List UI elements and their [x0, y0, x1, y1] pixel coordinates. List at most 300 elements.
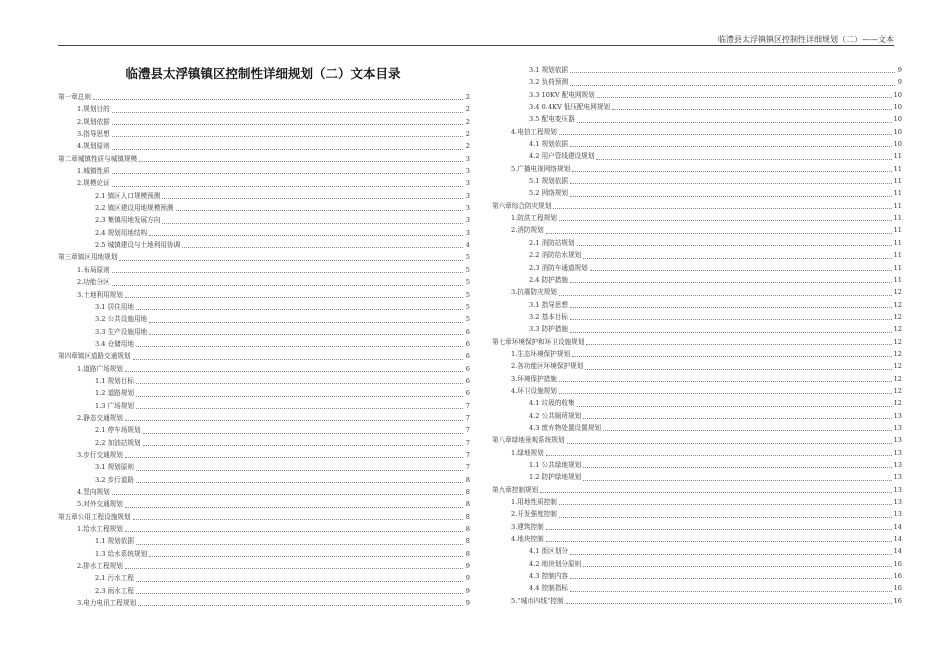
toc-dot-leader — [572, 171, 892, 172]
toc-entry[interactable] — [58, 400, 470, 412]
toc-dot-leader — [559, 381, 892, 382]
toc-entry[interactable] — [492, 434, 902, 446]
toc-entry[interactable] — [58, 251, 470, 263]
toc-dot-leader — [570, 578, 892, 579]
toc-entry-page-number: 13 — [893, 411, 902, 420]
toc-entry[interactable] — [492, 64, 902, 76]
toc-entry-label: 1.1 规划依据 — [95, 537, 134, 546]
toc-entry-label: 1.布局原则 — [77, 265, 110, 274]
toc-entry-label: 4.规划原则 — [77, 142, 110, 151]
toc-entry[interactable] — [58, 511, 470, 523]
toc-entry[interactable] — [58, 523, 470, 535]
toc-entry-page-number: 7 — [465, 463, 470, 472]
toc-entry-label: 4.1 街区划分 — [529, 547, 568, 556]
toc-dot-leader — [546, 233, 892, 234]
toc-entry-page-number: 13 — [893, 498, 902, 507]
toc-entry[interactable] — [492, 126, 902, 138]
toc-entry-page-number: 3 — [465, 228, 470, 237]
toc-entry-page-number: 11 — [893, 226, 902, 235]
toc-dot-leader — [570, 319, 892, 320]
toc-entry[interactable] — [58, 350, 470, 362]
toc-entry-label: 第七章环境保护和环卫设施规划 — [492, 337, 585, 346]
toc-dot-leader — [570, 554, 892, 555]
toc-dot-leader — [570, 307, 892, 308]
toc-entry-page-number: 10 — [893, 127, 902, 136]
toc-entry-page-number: 13 — [893, 423, 902, 432]
toc-entry-page-number: 8 — [465, 500, 470, 509]
toc-entry-label: 4.环卫设施规划 — [511, 386, 557, 395]
toc-dot-leader — [112, 124, 463, 125]
toc-entry-page-number: 7 — [465, 413, 470, 422]
toc-entry[interactable] — [58, 239, 470, 251]
toc-entry[interactable] — [58, 227, 470, 239]
toc-entry[interactable] — [492, 496, 902, 508]
toc-entry-page-number: 2 — [465, 93, 470, 101]
toc-entry-page-number: 8 — [465, 549, 470, 558]
toc-dot-leader — [570, 282, 892, 283]
toc-entry[interactable] — [58, 585, 470, 597]
toc-dot-leader — [149, 322, 463, 323]
toc-entry-label: 3.环境保护措施 — [511, 374, 557, 383]
toc-entry[interactable] — [492, 200, 902, 212]
toc-entry-label: 3.电力电讯工程规划 — [77, 599, 137, 608]
toc-entry-page-number: 6 — [465, 376, 470, 385]
toc-dot-leader — [112, 136, 463, 137]
toc-entry-page-number: 11 — [893, 152, 902, 161]
toc-entry[interactable] — [492, 471, 902, 483]
toc-entry-label: 3.3 生产设施用地 — [95, 327, 148, 336]
toc-entry-label: 3.3 防护措施 — [529, 325, 568, 334]
toc-entry-page-number: 6 — [465, 389, 470, 398]
toc-entry[interactable] — [58, 535, 470, 547]
toc-entry-page-number: 3 — [465, 191, 470, 200]
toc-entry-label: 3.4 0.4KV 低压配电网规划 — [529, 103, 611, 112]
toc-entry-label: 4.1 垃圾的收集 — [529, 399, 575, 408]
toc-entry[interactable] — [58, 387, 470, 399]
toc-entry-page-number: 16 — [893, 572, 902, 581]
toc-dot-leader — [143, 445, 463, 446]
toc-entry-label: 2.开发强度控制 — [511, 510, 557, 519]
toc-entry-label: 1.1 公共绿地规划 — [529, 461, 582, 469]
toc-dot-leader — [583, 258, 891, 259]
toc-entry-label: 2.5 城镇建设与土地利用协调 — [95, 241, 181, 250]
toc-dot-leader — [136, 593, 463, 594]
toc-entry[interactable] — [58, 424, 470, 436]
toc-entry-label: 1.防洪工程规划 — [511, 214, 557, 223]
toc-entry[interactable] — [492, 533, 902, 545]
toc-dot-leader — [176, 210, 463, 211]
toc-entry-page-number: 11 — [893, 201, 902, 210]
toc-entry[interactable] — [492, 89, 902, 101]
toc-entry-label: 2.规划依据 — [77, 117, 110, 126]
toc-entry-label: 2.3 集镇用地发展方向 — [95, 216, 161, 225]
toc-entry-label: 2.1 停车场规划 — [95, 426, 141, 435]
toc-dot-leader — [585, 369, 891, 370]
toc-entry[interactable] — [492, 138, 902, 150]
toc-entry[interactable] — [58, 326, 470, 338]
toc-entry[interactable] — [492, 508, 902, 520]
toc-entry-page-number: 12 — [893, 312, 902, 321]
toc-dot-leader — [136, 346, 463, 347]
header-divider — [58, 45, 894, 46]
toc-dot-leader — [139, 161, 463, 162]
toc-entry[interactable] — [492, 163, 902, 175]
toc-entry-label: 1.城镇性质 — [77, 167, 110, 176]
toc-entry-page-number: 11 — [893, 177, 902, 186]
toc-entry-page-number: 16 — [893, 596, 902, 605]
toc-dot-leader — [125, 371, 463, 372]
toc-entry[interactable] — [492, 76, 902, 88]
toc-entry-label: 3.建筑控制 — [511, 522, 544, 531]
toc-entry[interactable] — [492, 274, 902, 286]
toc-entry[interactable] — [492, 521, 902, 533]
toc-entry-page-number: 9 — [465, 586, 470, 595]
toc-entry-label: 3.步行交通规划 — [77, 450, 123, 459]
toc-dot-leader — [125, 297, 463, 298]
toc-entry-page-number: 5 — [465, 290, 470, 299]
toc-entry[interactable] — [58, 313, 470, 325]
toc-entry-label: 4.2 地块划分原则 — [529, 559, 582, 568]
toc-entry[interactable] — [58, 202, 470, 214]
toc-entry[interactable] — [492, 348, 902, 360]
toc-entry-label: 3.抗震防灾规划 — [511, 288, 557, 297]
toc-entry-label: 2.排水工程规划 — [77, 562, 123, 571]
toc-entry[interactable] — [58, 474, 470, 486]
toc-entry[interactable] — [492, 373, 902, 385]
toc-entry[interactable] — [492, 558, 902, 570]
toc-dot-leader — [546, 541, 892, 542]
toc-entry[interactable] — [58, 165, 470, 177]
toc-dot-leader — [570, 183, 892, 184]
toc-entry-page-number: 11 — [893, 238, 902, 247]
toc-entry-label: 2.4 规划用地结构 — [95, 228, 148, 237]
toc-dot-leader — [570, 591, 892, 592]
toc-entry[interactable] — [58, 597, 470, 609]
toc-entry-page-number: 12 — [893, 374, 902, 383]
toc-entry[interactable] — [492, 447, 902, 459]
toc-entry-page-number: 6 — [465, 339, 470, 348]
toc-entry-page-number: 7 — [465, 426, 470, 435]
toc-dot-leader — [149, 334, 463, 335]
toc-entry[interactable] — [492, 237, 902, 249]
toc-entry[interactable] — [492, 385, 902, 397]
toc-entry-page-number: 12 — [893, 349, 902, 358]
toc-entry-page-number: 13 — [893, 510, 902, 519]
toc-entry-label: 2.2 镇区建设用地规模预测 — [95, 204, 174, 213]
toc-entry[interactable] — [58, 103, 470, 115]
toc-entry[interactable] — [492, 582, 902, 594]
toc-entry-page-number: 12 — [893, 337, 902, 346]
toc-dot-leader — [570, 196, 892, 197]
toc-entry[interactable] — [58, 289, 470, 301]
toc-entry-label: 3.2 基本目标 — [529, 312, 568, 321]
toc-entry-label: 2.3 雨水工程 — [95, 586, 134, 595]
toc-dot-leader — [559, 517, 892, 518]
toc-entry-label: 4.4 控制指标 — [529, 584, 568, 593]
toc-entry-page-number: 13 — [893, 461, 902, 469]
toc-entry[interactable] — [492, 249, 902, 261]
toc-dot-leader — [559, 393, 892, 394]
toc-entry[interactable] — [58, 412, 470, 424]
toc-dot-leader — [590, 270, 892, 271]
toc-entry-label: 2.3 消防车通道规划 — [529, 263, 588, 272]
toc-entry[interactable] — [58, 153, 470, 165]
toc-dot-leader — [112, 149, 463, 150]
toc-entry[interactable] — [58, 572, 470, 584]
toc-entry-label: 4.3 废弃物处置设置规划 — [529, 423, 601, 432]
toc-entry[interactable] — [58, 338, 470, 350]
toc-entry-page-number: 12 — [893, 386, 902, 395]
toc-entry-label: 第三章镇区用地规划 — [58, 253, 118, 262]
toc-entry-label: 1.2 道路规划 — [95, 389, 134, 398]
toc-dot-leader — [597, 97, 892, 98]
toc-entry-page-number: 16 — [893, 559, 902, 568]
toc-entry-page-number: 9 — [465, 574, 470, 583]
toc-entry-page-number: 5 — [465, 302, 470, 311]
toc-entry-label: 2.1 镇区人口规模预测 — [95, 191, 161, 200]
toc-entry-label: 3.4 仓储用地 — [95, 339, 134, 348]
toc-entry-page-number: 2 — [465, 142, 470, 151]
toc-entry[interactable] — [58, 91, 470, 103]
toc-entry-page-number: 10 — [893, 140, 902, 149]
toc-entry-label: 4.2 用户管线建设规划 — [529, 152, 595, 161]
toc-entry[interactable] — [492, 397, 902, 409]
toc-entry[interactable] — [492, 545, 902, 557]
toc-entry-label: 3.3 10KV 配电网规划 — [529, 90, 595, 99]
toc-dot-leader — [133, 519, 463, 520]
toc-entry[interactable] — [492, 422, 902, 434]
toc-dot-leader — [138, 605, 463, 606]
toc-dot-leader — [559, 295, 892, 296]
toc-entry-label: 1.用地性质控制 — [511, 498, 557, 507]
toc-entry-label: 4.竖向规划 — [77, 488, 110, 496]
toc-entry[interactable] — [492, 187, 902, 199]
toc-entry[interactable] — [58, 177, 470, 189]
toc-dot-leader — [136, 383, 463, 384]
toc-entry[interactable] — [492, 570, 902, 582]
toc-dot-leader — [577, 122, 892, 123]
toc-entry-page-number: 12 — [893, 300, 902, 309]
toc-entry-label: 5.1 规划依据 — [529, 177, 568, 186]
toc-entry-label: 1.道路广场规划 — [77, 364, 123, 373]
toc-entry-page-number: 2 — [465, 117, 470, 126]
toc-entry-page-number: 5 — [465, 315, 470, 324]
toc-entry-page-number: 10 — [893, 115, 902, 124]
toc-entry-page-number: 9 — [465, 599, 470, 608]
toc-entry-label: 第八章绿地景观系统规划 — [492, 436, 565, 445]
toc-entry[interactable] — [58, 560, 470, 572]
toc-entry-label: 3.2 步行道路 — [95, 475, 134, 484]
toc-entry-page-number: 4 — [465, 241, 470, 250]
toc-dot-leader — [567, 443, 892, 444]
toc-dot-leader — [136, 482, 463, 483]
toc-entry-label: 5.“城市四线”控制 — [511, 596, 564, 605]
toc-entry-label: 1.生态环境保护规划 — [511, 349, 571, 358]
toc-title: 临澧县太浮镇镇区控制性详细规划（二）文本目录 — [125, 66, 401, 81]
toc-entry[interactable] — [492, 410, 902, 422]
toc-entry[interactable] — [58, 301, 470, 313]
toc-entry-label: 1.3 广场规划 — [95, 401, 134, 410]
toc-dot-leader — [596, 159, 891, 160]
toc-dot-leader — [162, 223, 463, 224]
toc-entry-page-number: 3 — [465, 154, 470, 163]
toc-entry[interactable] — [492, 360, 902, 372]
toc-entry-page-number: 5 — [465, 253, 470, 262]
toc-entry[interactable] — [492, 113, 902, 125]
toc-entry-page-number: 11 — [893, 263, 902, 272]
toc-dot-leader — [577, 245, 892, 246]
toc-entry-page-number: 8 — [465, 488, 470, 496]
toc-dot-leader — [570, 85, 895, 86]
toc-entry-label: 2.静态交通规划 — [77, 413, 123, 422]
toc-entry-page-number: 3 — [465, 216, 470, 225]
toc-entry-page-number: 8 — [465, 537, 470, 546]
toc-entry-page-number: 14 — [893, 547, 902, 556]
toc-dot-leader — [125, 457, 463, 458]
toc-entry-page-number: 13 — [893, 436, 902, 445]
toc-left-column — [58, 91, 470, 609]
toc-entry-page-number: 16 — [893, 584, 902, 593]
toc-right-column — [492, 64, 902, 607]
toc-entry-label: 第四章镇区道路交通规划 — [58, 352, 131, 361]
toc-dot-leader — [182, 247, 463, 248]
toc-entry[interactable] — [58, 498, 470, 510]
toc-dot-leader — [112, 186, 463, 187]
toc-entry-label: 1.规划目的 — [77, 105, 110, 114]
toc-entry[interactable] — [492, 262, 902, 274]
toc-entry-page-number: 14 — [893, 535, 902, 544]
toc-entry-label: 3.1 规划依据 — [529, 66, 568, 74]
toc-entry[interactable] — [492, 150, 902, 162]
toc-entry-page-number: 9 — [897, 66, 902, 74]
toc-entry[interactable] — [492, 101, 902, 113]
toc-entry[interactable] — [492, 336, 902, 348]
toc-entry-label: 4.2 公共厕所规划 — [529, 411, 582, 420]
toc-dot-leader — [603, 430, 892, 431]
toc-dot-leader — [546, 529, 892, 530]
toc-entry-page-number: 11 — [893, 214, 902, 223]
toc-dot-leader — [572, 356, 892, 357]
toc-entry[interactable] — [492, 224, 902, 236]
toc-entry[interactable] — [58, 264, 470, 276]
toc-entry[interactable] — [492, 595, 902, 607]
toc-entry[interactable] — [58, 276, 470, 288]
toc-entry-label: 1.绿地规划 — [511, 448, 544, 457]
toc-entry[interactable] — [58, 437, 470, 449]
toc-dot-leader — [583, 480, 891, 481]
toc-entry[interactable] — [58, 140, 470, 152]
toc-entry-page-number: 12 — [893, 362, 902, 371]
toc-entry[interactable] — [492, 286, 902, 298]
toc-entry[interactable] — [58, 486, 470, 498]
toc-dot-leader — [162, 198, 463, 199]
toc-entry-page-number: 7 — [465, 450, 470, 459]
toc-entry-page-number: 8 — [465, 475, 470, 484]
toc-dot-leader — [136, 544, 463, 545]
toc-entry-label: 第二章城镇性质与城镇规模 — [58, 154, 138, 163]
toc-entry[interactable] — [492, 175, 902, 187]
toc-entry[interactable] — [58, 363, 470, 375]
toc-dot-leader — [149, 235, 463, 236]
toc-dot-leader — [570, 72, 895, 73]
toc-entry[interactable] — [58, 214, 470, 226]
toc-entry-label: 2.消防规划 — [511, 226, 544, 235]
toc-entry-label: 第六章综合防灾规划 — [492, 201, 552, 210]
toc-entry[interactable] — [492, 484, 902, 496]
toc-dot-leader — [125, 568, 463, 569]
toc-dot-leader — [125, 420, 463, 421]
toc-dot-leader — [583, 566, 891, 567]
toc-dot-leader — [125, 507, 463, 508]
toc-dot-leader — [136, 309, 463, 310]
toc-entry[interactable] — [492, 323, 902, 335]
toc-entry-label: 5.2 网络规划 — [529, 189, 568, 198]
toc-dot-leader — [136, 470, 463, 471]
toc-entry-label: 3.土地利用规划 — [77, 290, 123, 299]
toc-entry-page-number: 10 — [893, 90, 902, 99]
toc-entry-label: 第一章总则 — [58, 93, 91, 101]
toc-entry[interactable] — [58, 449, 470, 461]
toc-dot-leader — [112, 272, 463, 273]
toc-entry-label: 2.规模论证 — [77, 179, 110, 188]
toc-entry-label: 2.各功能区环境保护规划 — [511, 362, 584, 371]
toc-entry-label: 2.1 消防站规划 — [529, 238, 575, 247]
toc-entry-label: 3.2 负荷预测 — [529, 78, 568, 87]
toc-entry-page-number: 6 — [465, 364, 470, 373]
toc-entry-page-number: 2 — [465, 105, 470, 114]
toc-entry[interactable] — [58, 128, 470, 140]
toc-entry-label: 4.电信工程规划 — [511, 127, 557, 136]
toc-dot-leader — [136, 581, 463, 582]
toc-entry[interactable] — [492, 311, 902, 323]
toc-entry[interactable] — [58, 461, 470, 473]
toc-entry-page-number: 5 — [465, 278, 470, 287]
toc-entry-label: 3.指导思想 — [77, 130, 110, 139]
toc-entry[interactable] — [58, 116, 470, 128]
toc-dot-leader — [136, 408, 463, 409]
toc-dot-leader — [553, 208, 891, 209]
toc-entry-page-number: 6 — [465, 352, 470, 361]
toc-dot-leader — [540, 492, 891, 493]
toc-dot-leader — [112, 285, 463, 286]
toc-dot-leader — [612, 109, 892, 110]
toc-entry[interactable] — [58, 548, 470, 560]
toc-entry[interactable] — [58, 190, 470, 202]
toc-entry[interactable] — [492, 459, 902, 471]
toc-entry-label: 2.4 防护措施 — [529, 275, 568, 284]
toc-entry-label: 1.给水工程规划 — [77, 525, 123, 534]
toc-entry-label: 1.2 防护绿地规划 — [529, 473, 582, 482]
toc-entry-label: 4.地块控制 — [511, 535, 544, 544]
toc-dot-leader — [136, 396, 463, 397]
toc-dot-leader — [559, 134, 892, 135]
toc-entry-page-number: 13 — [893, 448, 902, 457]
toc-dot-leader — [559, 504, 892, 505]
toc-entry-label: 4.3 控制内容 — [529, 572, 568, 581]
toc-entry-page-number: 5 — [465, 265, 470, 274]
toc-dot-leader — [112, 112, 463, 113]
toc-entry[interactable] — [492, 212, 902, 224]
toc-entry-page-number: 6 — [465, 327, 470, 336]
toc-entry-page-number: 11 — [893, 275, 902, 284]
toc-dot-leader — [570, 332, 892, 333]
toc-entry[interactable] — [492, 299, 902, 311]
toc-dot-leader — [583, 418, 891, 419]
toc-entry-label: 3.2 公共设施用地 — [95, 315, 148, 324]
toc-entry[interactable] — [58, 375, 470, 387]
toc-entry-page-number: 8 — [465, 525, 470, 534]
toc-dot-leader — [559, 220, 892, 221]
